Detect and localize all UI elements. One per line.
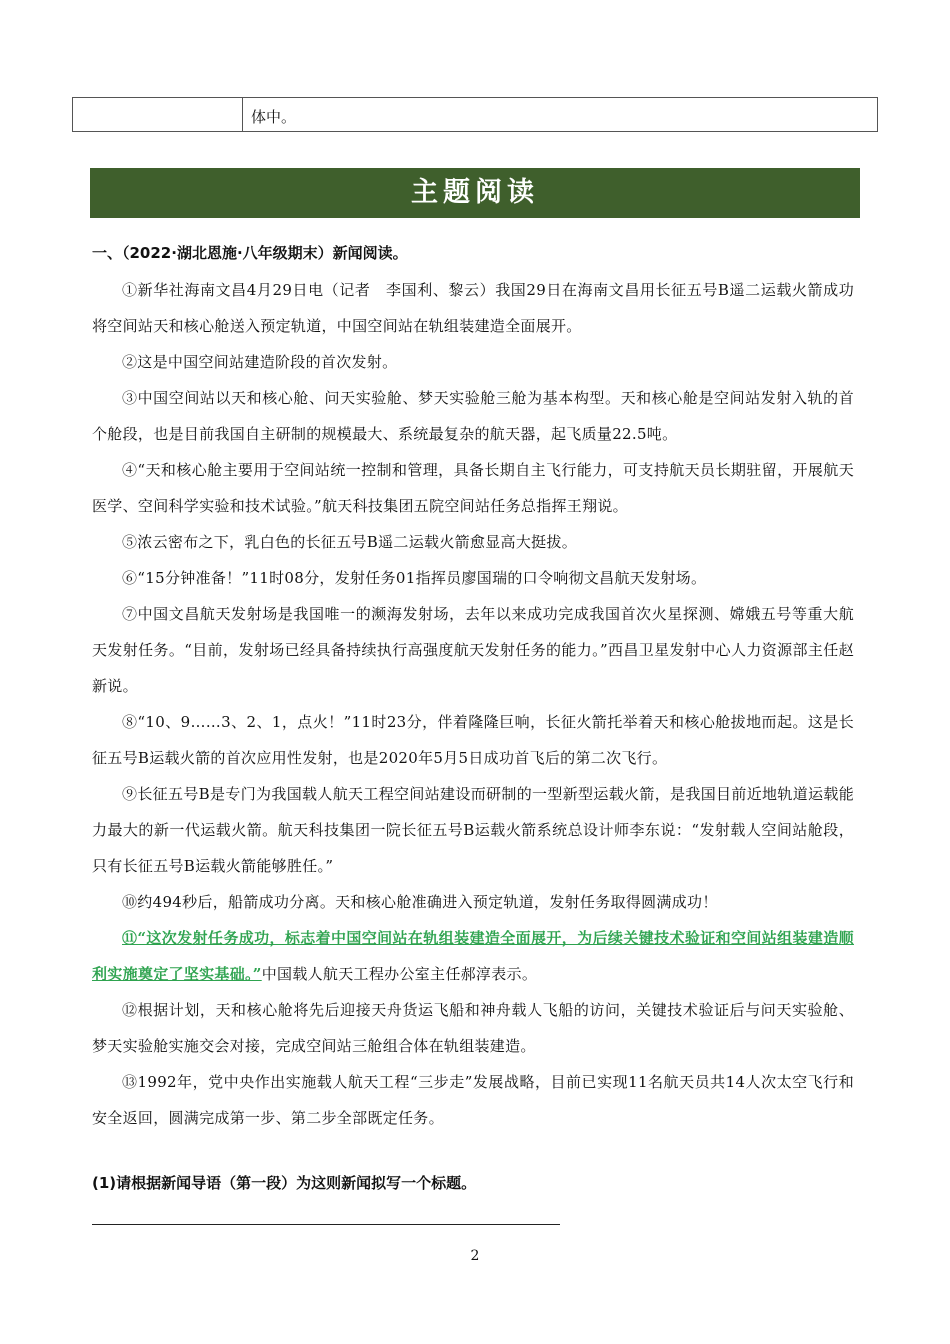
paragraph-13: ⑬1992年，党中央作出实施载人航天工程“三步走”发展战略，目前已实现11名航天员共14人次太空飞行和安全返回，圆满完成第一步、第二步全部既定任务。	[92, 1073, 854, 1127]
paragraph-12: ⑫根据计划，天和核心舱将先后迎接天舟货运飞船和神舟载人飞船的访问，关键技术验证后与问天实验舱、梦天实验舱实施交会对接，完成空间站三舱组合体在轨组装建造。	[92, 1001, 854, 1055]
paragraph-11-rest: 中国载人航天工程办公室主任郝淳表示。	[261, 965, 538, 983]
highlighted-quote: ⑪“这次发射任务成功，标志着中国空间站在轨组装建造全面展开，为后续关键技术验证和空间站组装建造顺利实施奠定了坚实基础。”	[92, 929, 854, 983]
paragraph-6: ⑥“15分钟准备！”11时08分，发射任务01指挥员廖国瑞的口令响彻文昌航天发射场。	[122, 569, 707, 587]
question-1: (1)请根据新闻导语（第一段）为这则新闻拟写一个标题。	[92, 1174, 477, 1192]
page-number: 2	[470, 1248, 480, 1264]
paragraph-11	[92, 920, 854, 992]
answer-line[interactable]	[92, 1224, 560, 1225]
paragraph-3: ③中国空间站以天和核心舱、问天实验舱、梦天实验舱三舱为基本构型。天和核心舱是空间站发射入轨的首个舱段，也是目前我国自主研制的规模最大、系统最复杂的航天器，起飞质量22.5吨。	[92, 389, 854, 443]
paragraph-2: ②这是中国空间站建造阶段的首次发射。	[122, 353, 398, 371]
table-cell-left	[73, 98, 243, 131]
section-banner: 主题阅读	[90, 168, 860, 218]
top-table	[72, 97, 878, 132]
table-cell-right: 体中。	[251, 108, 297, 126]
paragraph-5: ⑤浓云密布之下，乳白色的长征五号B遥二运载火箭愈显高大挺拔。	[122, 533, 578, 551]
paragraph-7: ⑦中国文昌航天发射场是我国唯一的濒海发射场，去年以来成功完成我国首次火星探测、嫦娥五号等重大航天发射任务。“目前，发射场已经具备持续执行高强度航天发射任务的能力。”西昌卫星发射中心人力资源部主任赵新说。	[92, 605, 854, 695]
news-article	[92, 272, 854, 1136]
paragraph-9: ⑨长征五号B是专门为我国载人航天工程空间站建设而研制的一型新型运载火箭，是我国目前近地轨道运载能力最大的新一代运载火箭。航天科技集团一院长征五号B运载火箭系统总设计师李东说：“发射载人空间站舱段，只有长征五号B运载火箭能够胜任。”	[92, 785, 854, 875]
paragraph-10: ⑩约494秒后，船箭成功分离。天和核心舱准确进入预定轨道，发射任务取得圆满成功！	[122, 893, 718, 911]
question-header: 一、（2022·湖北恩施·八年级期末）新闻阅读。	[92, 244, 408, 262]
paragraph-8: ⑧“10、9……3、2、1，点火！”11时23分，伴着隆隆巨响，长征火箭托举着天和核心舱拔地而起。这是长征五号B运载火箭的首次应用性发射，也是2020年5月5日成功首飞后的第二次飞行。	[92, 713, 854, 767]
paragraph-4: ④“天和核心舱主要用于空间站统一控制和管理，具备长期自主飞行能力，可支持航天员长期驻留，开展航天医学、空间科学实验和技术试验。”航天科技集团五院空间站任务总指挥王翔说。	[92, 461, 854, 515]
paragraph-1: ①新华社海南文昌4月29日电（记者 李国利、黎云）我国29日在海南文昌用长征五号B遥二运载火箭成功将空间站天和核心舱送入预定轨道，中国空间站在轨组装建造全面展开。	[92, 281, 854, 335]
